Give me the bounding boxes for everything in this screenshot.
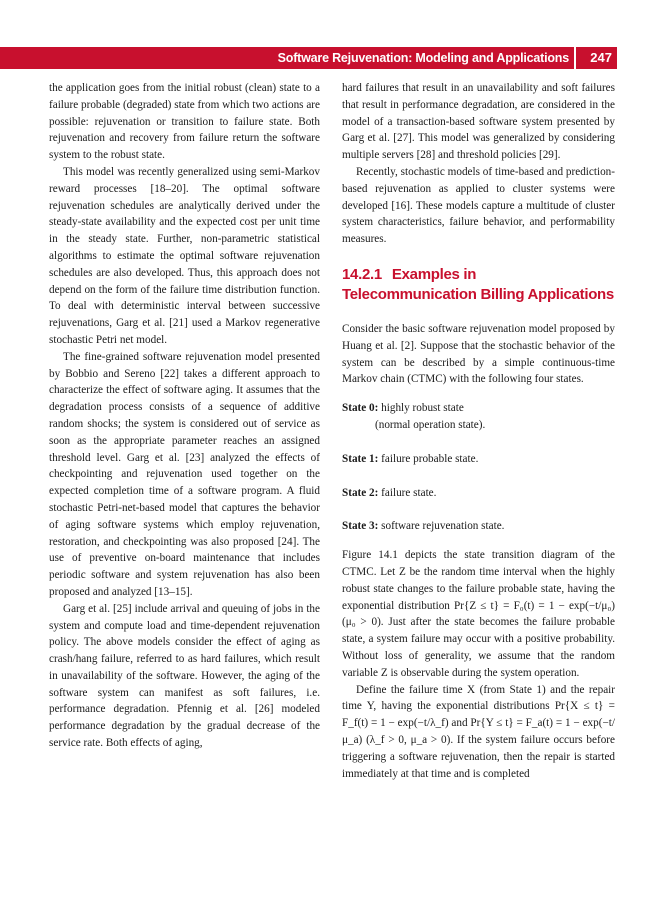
paragraph: Consider the basic software rejuvenation model proposed by Huang et al. [2]. Suppose that the stochastic behavior of the system can be described by a simple continuous-time Markov chain (CTMC) with the following four states. (342, 322, 615, 386)
state-text: software rejuvenation state. (381, 520, 505, 533)
state-item (342, 400, 615, 417)
left-column (49, 80, 320, 752)
right-column (342, 80, 615, 782)
page-number: 247 (574, 47, 612, 69)
section-heading (342, 265, 615, 305)
paragraph: The fine-grained software rejuvenation model presented by Bobbio and Sereno [22] takes a different approach to characterize the effect of software aging. It assumes that the degradation process consists of a sequence of additive random shocks; the system is considered out of service as soon as the appropriate parameter reaches an assigned threshold level. Garg et al. [23] analyzed the effects of checkpointing and rejuvenation used together on the expected completion time of a software program. A fluid stochastic Petri-net-based model that captures the behavior of aging software systems which employ rejuvenation, restoration, and checkpointing was also proposed [24]. The use of preventive on-board maintenance that includes periodic software and system rejuvenation has also been proposed and analyzed [13–15]. (49, 350, 320, 598)
section-number: 14.2.1 (342, 265, 382, 283)
paragraph: hard failures that result in an unavailability and soft failures that result in performance degradation, are considered in the model of a transaction-based software system presented by Garg et al. [27]. This model was generalized by considering multiple servers [28] and threshold policies [29]. (342, 82, 615, 162)
running-header (0, 47, 617, 69)
running-title: Software Rejuvenation: Modeling and Applications (277, 51, 569, 65)
paragraph: Define the failure time X (from State 1) and the repair time Y, having the exponential distributions Pr{X ≤ t} = F_f(t) = 1 − exp(−t/λ_f) and Pr{Y ≤ t} = F_a(t) = 1 − exp(−t/μ_a) (λ_f > 0, μ_a > 0). If the system failure occurs before triggering a software rejuvenation, then the repair is started immediately at that time and is completed (342, 683, 615, 780)
section-title-line1: Examples in (391, 265, 477, 283)
state-label: State 3: (342, 520, 379, 533)
paragraph: the application goes from the initial robust (clean) state to a failure probable (degraded) state from which two actions are possible: rejuvenation or transition to failure state. Both rejuvenation and recovery from failure return the software system to the robust state. (49, 82, 320, 162)
state-label: State 1: (342, 452, 379, 465)
state-text: highly robust state (381, 402, 464, 415)
state-text: failure state. (381, 486, 437, 499)
section-title-line2: Telecommunication Billing Applications (342, 285, 614, 303)
state-item (342, 518, 615, 535)
paragraph: This model was recently generalized using semi-Markov reward processes [18–20]. The optimal software rejuvenation schedules are analytically derived under the steady-state availability and the expected cost per unit time in the steady state. Further, non-parametric statistical algorithms to estimate the optimal software rejuvenation schedules are also developed. Thus, this approach does not depend on the form of the failure time distribution function. To deal with deterministic interval between successive rejuvenations, Garg et al. [21] used a Markov regenerative stochastic Petri net model. (49, 165, 320, 346)
state-text: failure probable state. (381, 452, 479, 465)
state-continuation: (normal operation state). (375, 418, 486, 431)
state-label: State 0: (342, 402, 379, 415)
state-item (342, 485, 615, 502)
state-item (342, 451, 615, 468)
state-label: State 2: (342, 486, 379, 499)
paragraph: Recently, stochastic models of time-based and prediction-based rejuvenation as applied to cluster systems were developed [16]. These models capture a multitude of cluster system characteristics, failure behavior, and performability measures. (342, 165, 615, 246)
paragraph: Garg et al. [25] include arrival and queuing of jobs in the system and compute load and time-dependent rejuvenation policy. The above models consider the effect of aging as crash/hang failure, referred to as hard failures, which result in unavailability of the software. However, the aging of the software system can manifest as soft failures, i.e. performance degradation. Pfennig et al. [26] modeled performance degradation by the gradual decrease of the service rate. Both effects of aging, (49, 602, 320, 750)
paragraph: Figure 14.1 depicts the state transition diagram of the CTMC. Let Z be the random time interval when the highly robust state changes to the failure probable state, having the exponential distribution Pr{Z ≤ t} = F₀(t) = 1 − exp(−t/μ₀) (μ₀ > 0). Just after the state becomes the failure probable state, a system failure may occur with a positive probability. Without loss of generality, we assume that the random variable Z is observable during the system operation. (342, 549, 615, 679)
